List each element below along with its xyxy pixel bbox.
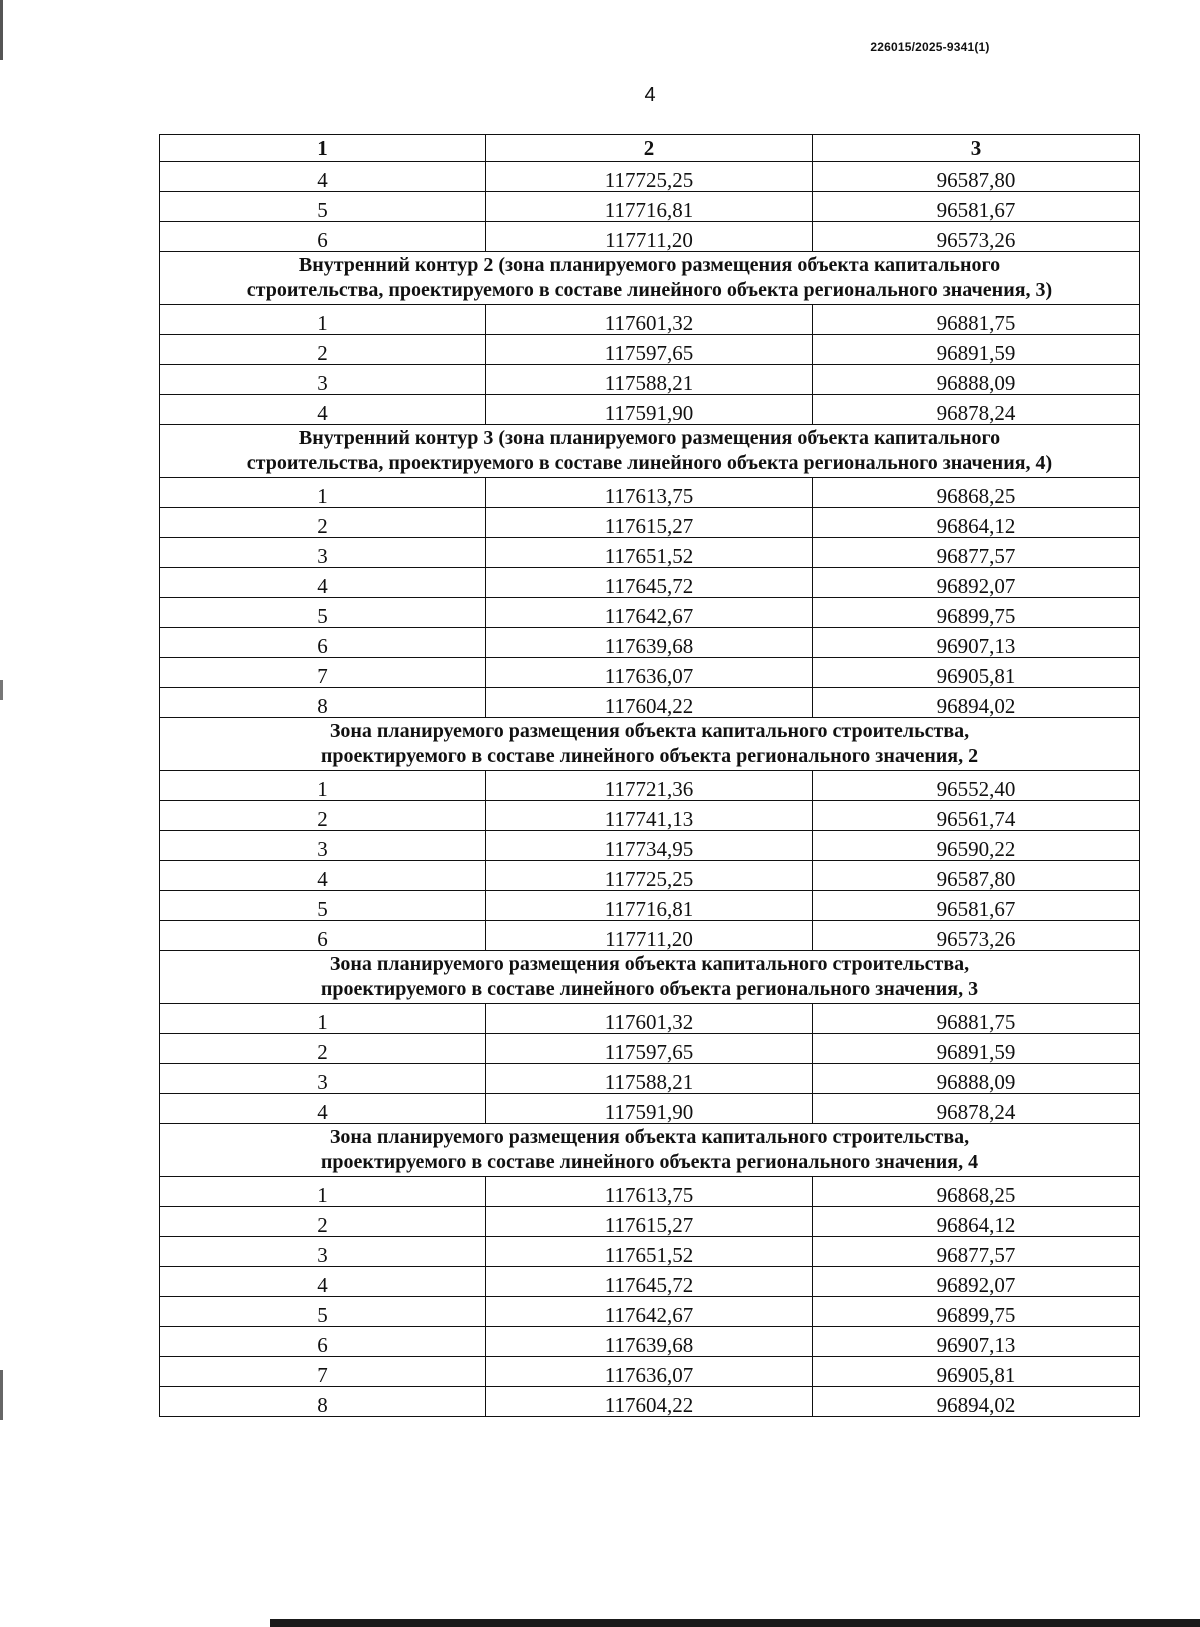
point-number-cell: 4 xyxy=(160,1267,486,1297)
table-row xyxy=(160,478,1140,508)
column-header-2: 2 xyxy=(486,135,813,162)
y-coordinate-cell: 96552,40 xyxy=(813,771,1140,801)
table-row xyxy=(160,1207,1140,1237)
y-coordinate-cell: 96894,02 xyxy=(813,688,1140,718)
point-number-cell: 3 xyxy=(160,1064,486,1094)
x-coordinate-cell: 117601,32 xyxy=(486,305,813,335)
x-coordinate-cell: 117716,81 xyxy=(486,192,813,222)
y-coordinate-cell: 96581,67 xyxy=(813,192,1140,222)
table-row xyxy=(160,1094,1140,1124)
table-row xyxy=(160,395,1140,425)
table-row xyxy=(160,891,1140,921)
point-number-cell: 4 xyxy=(160,162,486,192)
x-coordinate-cell: 117651,52 xyxy=(486,538,813,568)
y-coordinate-cell: 96868,25 xyxy=(813,1177,1140,1207)
y-coordinate-cell: 96891,59 xyxy=(813,1034,1140,1064)
y-coordinate-cell: 96888,09 xyxy=(813,365,1140,395)
y-coordinate-cell: 96905,81 xyxy=(813,1357,1140,1387)
point-number-cell: 1 xyxy=(160,478,486,508)
point-number-cell: 6 xyxy=(160,1327,486,1357)
x-coordinate-cell: 117642,67 xyxy=(486,598,813,628)
y-coordinate-cell: 96587,80 xyxy=(813,162,1140,192)
y-coordinate-cell: 96894,02 xyxy=(813,1387,1140,1417)
section-header-row xyxy=(160,425,1140,478)
y-coordinate-cell: 96881,75 xyxy=(813,305,1140,335)
y-coordinate-cell: 96587,80 xyxy=(813,861,1140,891)
point-number-cell: 3 xyxy=(160,365,486,395)
section-title xyxy=(160,425,1140,478)
point-number-cell: 5 xyxy=(160,192,486,222)
y-coordinate-cell: 96881,75 xyxy=(813,1004,1140,1034)
section-header-row xyxy=(160,718,1140,771)
table-row xyxy=(160,1237,1140,1267)
x-coordinate-cell: 117591,90 xyxy=(486,1094,813,1124)
x-coordinate-cell: 117711,20 xyxy=(486,921,813,951)
point-number-cell: 7 xyxy=(160,1357,486,1387)
x-coordinate-cell: 117604,22 xyxy=(486,688,813,718)
section-title-line-1: Зона планируемого размещения объекта капитального строительства, xyxy=(329,720,970,742)
x-coordinate-cell: 117642,67 xyxy=(486,1297,813,1327)
point-number-cell: 4 xyxy=(160,861,486,891)
x-coordinate-cell: 117588,21 xyxy=(486,1064,813,1094)
table-row xyxy=(160,1387,1140,1417)
point-number-cell: 7 xyxy=(160,658,486,688)
table-row xyxy=(160,305,1140,335)
table-row xyxy=(160,1034,1140,1064)
x-coordinate-cell: 117597,65 xyxy=(486,1034,813,1064)
table-row xyxy=(160,1177,1140,1207)
y-coordinate-cell: 96868,25 xyxy=(813,478,1140,508)
point-number-cell: 2 xyxy=(160,801,486,831)
table-row xyxy=(160,1297,1140,1327)
table-row xyxy=(160,921,1140,951)
point-number-cell: 6 xyxy=(160,222,486,252)
y-coordinate-cell: 96561,74 xyxy=(813,801,1140,831)
y-coordinate-cell: 96878,24 xyxy=(813,1094,1140,1124)
section-title-line-2: проектируемого в составе линейного объекта регионального значения, 4 xyxy=(320,1151,979,1173)
point-number-cell: 1 xyxy=(160,771,486,801)
table-row xyxy=(160,628,1140,658)
coordinates-table xyxy=(159,134,1140,1417)
point-number-cell: 4 xyxy=(160,568,486,598)
x-coordinate-cell: 117725,25 xyxy=(486,861,813,891)
point-number-cell: 6 xyxy=(160,628,486,658)
page-number: 4 xyxy=(644,84,656,106)
section-title xyxy=(160,718,1140,771)
coordinates-table-body xyxy=(160,135,1140,1417)
table-row xyxy=(160,688,1140,718)
y-coordinate-cell: 96899,75 xyxy=(813,1297,1140,1327)
y-coordinate-cell: 96864,12 xyxy=(813,508,1140,538)
x-coordinate-cell: 117615,27 xyxy=(486,508,813,538)
point-number-cell: 2 xyxy=(160,508,486,538)
point-number-cell: 5 xyxy=(160,598,486,628)
y-coordinate-cell: 96892,07 xyxy=(813,568,1140,598)
point-number-cell: 6 xyxy=(160,921,486,951)
section-title xyxy=(160,252,1140,305)
y-coordinate-cell: 96878,24 xyxy=(813,395,1140,425)
table-row xyxy=(160,192,1140,222)
point-number-cell: 8 xyxy=(160,1387,486,1417)
section-title-line-2: строительства, проектируемого в составе линейного объекта регионального значения, 4) xyxy=(246,452,1053,474)
y-coordinate-cell: 96905,81 xyxy=(813,658,1140,688)
table-row xyxy=(160,658,1140,688)
y-coordinate-cell: 96892,07 xyxy=(813,1267,1140,1297)
x-coordinate-cell: 117639,68 xyxy=(486,1327,813,1357)
section-header-row xyxy=(160,951,1140,1004)
x-coordinate-cell: 117716,81 xyxy=(486,891,813,921)
section-title-line-1: Внутренний контур 2 (зона планируемого размещения объекта капитального xyxy=(298,254,1001,276)
section-title xyxy=(160,1124,1140,1177)
x-coordinate-cell: 117613,75 xyxy=(486,478,813,508)
table-row xyxy=(160,538,1140,568)
y-coordinate-cell: 96891,59 xyxy=(813,335,1140,365)
y-coordinate-cell: 96888,09 xyxy=(813,1064,1140,1094)
table-row xyxy=(160,771,1140,801)
y-coordinate-cell: 96877,57 xyxy=(813,538,1140,568)
x-coordinate-cell: 117597,65 xyxy=(486,335,813,365)
scan-edge-left xyxy=(0,0,3,1627)
x-coordinate-cell: 117636,07 xyxy=(486,1357,813,1387)
table-row xyxy=(160,861,1140,891)
point-number-cell: 2 xyxy=(160,1034,486,1064)
point-number-cell: 3 xyxy=(160,538,486,568)
table-row xyxy=(160,1004,1140,1034)
table-row xyxy=(160,1267,1140,1297)
table-row xyxy=(160,801,1140,831)
point-number-cell: 3 xyxy=(160,831,486,861)
column-header-1: 1 xyxy=(160,135,486,162)
x-coordinate-cell: 117721,36 xyxy=(486,771,813,801)
x-coordinate-cell: 117636,07 xyxy=(486,658,813,688)
y-coordinate-cell: 96864,12 xyxy=(813,1207,1140,1237)
scan-edge-bottom xyxy=(270,1619,1200,1627)
x-coordinate-cell: 117734,95 xyxy=(486,831,813,861)
section-title-line-2: проектируемого в составе линейного объекта регионального значения, 3 xyxy=(320,978,979,1000)
y-coordinate-cell: 96590,22 xyxy=(813,831,1140,861)
point-number-cell: 8 xyxy=(160,688,486,718)
table-row xyxy=(160,162,1140,192)
table-row xyxy=(160,831,1140,861)
table-row xyxy=(160,335,1140,365)
section-title xyxy=(160,951,1140,1004)
point-number-cell: 4 xyxy=(160,395,486,425)
table-row xyxy=(160,222,1140,252)
point-number-cell: 5 xyxy=(160,891,486,921)
table-row xyxy=(160,508,1140,538)
table-row xyxy=(160,568,1140,598)
column-header-3: 3 xyxy=(813,135,1140,162)
table-row xyxy=(160,1357,1140,1387)
section-header-row xyxy=(160,1124,1140,1177)
x-coordinate-cell: 117604,22 xyxy=(486,1387,813,1417)
y-coordinate-cell: 96907,13 xyxy=(813,1327,1140,1357)
table-row xyxy=(160,1327,1140,1357)
x-coordinate-cell: 117615,27 xyxy=(486,1207,813,1237)
x-coordinate-cell: 117613,75 xyxy=(486,1177,813,1207)
document-number: 226015/2025-9341(1) xyxy=(870,40,990,54)
x-coordinate-cell: 117741,13 xyxy=(486,801,813,831)
section-header-row xyxy=(160,252,1140,305)
x-coordinate-cell: 117601,32 xyxy=(486,1004,813,1034)
point-number-cell: 4 xyxy=(160,1094,486,1124)
table-header-row xyxy=(160,135,1140,162)
table-row xyxy=(160,598,1140,628)
y-coordinate-cell: 96573,26 xyxy=(813,921,1140,951)
x-coordinate-cell: 117588,21 xyxy=(486,365,813,395)
y-coordinate-cell: 96573,26 xyxy=(813,222,1140,252)
point-number-cell: 3 xyxy=(160,1237,486,1267)
section-title-line-1: Зона планируемого размещения объекта капитального строительства, xyxy=(329,1126,970,1148)
x-coordinate-cell: 117645,72 xyxy=(486,568,813,598)
x-coordinate-cell: 117645,72 xyxy=(486,1267,813,1297)
x-coordinate-cell: 117591,90 xyxy=(486,395,813,425)
x-coordinate-cell: 117651,52 xyxy=(486,1237,813,1267)
point-number-cell: 2 xyxy=(160,1207,486,1237)
table-row xyxy=(160,365,1140,395)
point-number-cell: 1 xyxy=(160,305,486,335)
point-number-cell: 5 xyxy=(160,1297,486,1327)
point-number-cell: 1 xyxy=(160,1177,486,1207)
y-coordinate-cell: 96907,13 xyxy=(813,628,1140,658)
x-coordinate-cell: 117639,68 xyxy=(486,628,813,658)
y-coordinate-cell: 96899,75 xyxy=(813,598,1140,628)
y-coordinate-cell: 96877,57 xyxy=(813,1237,1140,1267)
x-coordinate-cell: 117711,20 xyxy=(486,222,813,252)
section-title-line-1: Внутренний контур 3 (зона планируемого размещения объекта капитального xyxy=(298,427,1001,449)
x-coordinate-cell: 117725,25 xyxy=(486,162,813,192)
point-number-cell: 2 xyxy=(160,335,486,365)
section-title-line-1: Зона планируемого размещения объекта капитального строительства, xyxy=(329,953,970,975)
section-title-line-2: строительства, проектируемого в составе линейного объекта регионального значения, 3) xyxy=(246,279,1053,301)
section-title-line-2: проектируемого в составе линейного объекта регионального значения, 2 xyxy=(320,745,979,767)
table-row xyxy=(160,1064,1140,1094)
point-number-cell: 1 xyxy=(160,1004,486,1034)
y-coordinate-cell: 96581,67 xyxy=(813,891,1140,921)
